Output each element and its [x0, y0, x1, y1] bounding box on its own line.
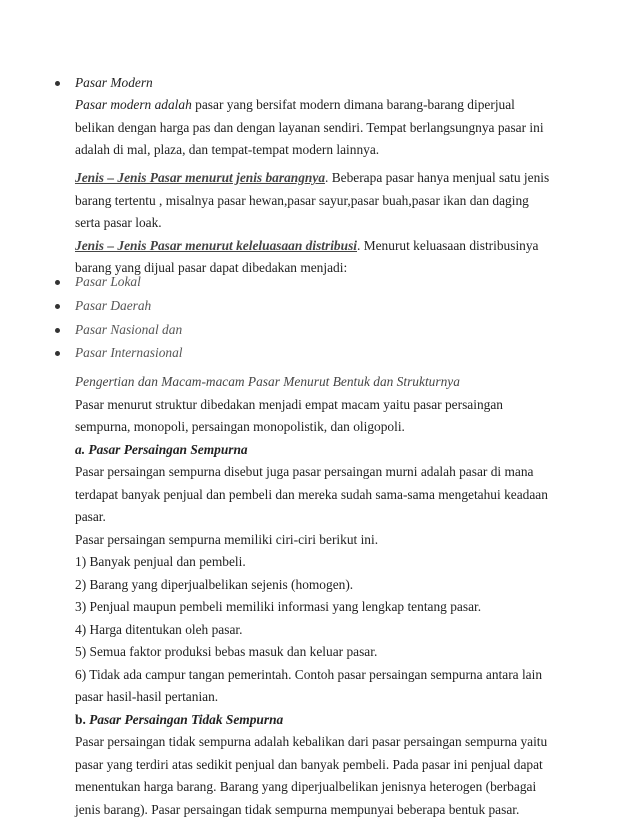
- text-line: pasar hasil-hasil pertanian.: [75, 689, 219, 704]
- jenis-barang-heading: Jenis – Jenis Pasar menurut jenis barangnya: [75, 170, 326, 185]
- list-item-label: Pasar Daerah: [75, 298, 152, 313]
- jenis-barang-paragraph: [75, 167, 595, 280]
- text-line: pasar yang terdiri atas sedikit penjual dan banyak pembeli. Pada pasar ini penjual dapat: [75, 756, 543, 772]
- list-item: 5) Semua faktor produksi bebas masuk dan keluar pasar.: [75, 644, 378, 659]
- bullet-pasar-modern: [75, 72, 153, 95]
- jenis-distribusi-heading: Jenis – Jenis Pasar menurut keleluasaan distribusi: [75, 237, 358, 253]
- sempurna-heading: a. Pasar Persaingan Sempurna: [75, 441, 248, 457]
- bullet-dot: [55, 81, 60, 86]
- list-item-label: Pasar Lokal: [75, 274, 141, 289]
- pasar-modern-title: Pasar Modern: [75, 75, 153, 90]
- list-item: 4) Harga ditentukan oleh pasar.: [75, 621, 243, 637]
- text-line: jenis barang). Pasar persaingan tidak sempurna mempunyai beberapa bentuk pasar.: [75, 801, 520, 817]
- definition-term: Pasar modern adalah: [75, 97, 192, 112]
- text-line: menentukan harga barang. Barang yang diperjualbelikan jenisnya heterogen (berbagai: [75, 779, 537, 794]
- text-line: Pasar persaingan sempurna memiliki ciri-ciri berikut ini.: [75, 531, 379, 547]
- text-line: pasar.: [75, 509, 106, 524]
- section-title: Pengertian dan Macam-macam Pasar Menurut Bentuk dan Strukturnya: [75, 374, 460, 389]
- list-item: 3) Penjual maupun pembeli memiliki informasi yang lengkap tentang pasar.: [75, 599, 482, 614]
- text-line: sempurna, monopoli, persaingan monopolistik, dan oligopoli.: [75, 419, 405, 434]
- list-item: 1) Banyak penjual dan pembeli.: [75, 554, 246, 569]
- text-line: barang yang dijual pasar dapat dibedakan menjadi:: [75, 260, 348, 275]
- bullet-dot: [55, 328, 60, 333]
- text-line: barang tertentu , misalnya pasar hewan,pasar sayur,pasar buah,pasar ikan dan daging: [75, 192, 529, 208]
- list-item: [75, 342, 183, 365]
- text-line: adalah di mal, plaza, dan tempat-tempat modern lainnya.: [75, 142, 380, 157]
- list-item-label: Pasar Nasional dan: [75, 322, 183, 337]
- list-item-label: Pasar Internasional: [75, 345, 183, 360]
- text-line: Pasar menurut struktur dibedakan menjadi empat macam yaitu pasar persaingan: [75, 396, 503, 412]
- text-line: . Beberapa pasar hanya menjual satu jenis: [325, 170, 550, 185]
- pasar-modern-definition: [75, 94, 595, 162]
- list-item: 2) Barang yang diperjualbelikan sejenis (homogen).: [75, 576, 354, 592]
- text-line: Pasar persaingan tidak sempurna adalah kebalikan dari pasar persaingan sempurna yaitu: [75, 734, 548, 749]
- text-line: serta pasar loak.: [75, 215, 162, 230]
- struktur-section: [75, 371, 595, 821]
- bullet-dot: [55, 280, 60, 285]
- text-line: terdapat banyak penjual dan pembeli dan mereka sudah sama-sama mengetahui keadaan: [75, 486, 548, 502]
- bullet-dot: [55, 351, 60, 356]
- list-item: [75, 271, 141, 294]
- text-line: belikan dengan harga pas dan dengan layanan sendiri. Tempat berlangsungnya pasar ini: [75, 119, 544, 135]
- definition-text: pasar yang bersifat modern dimana barang-barang diperjual: [191, 97, 515, 112]
- text-line: . Menurut keluasaan distribusinya: [357, 237, 539, 253]
- bullet-dot: [55, 304, 60, 309]
- list-item: [75, 319, 182, 342]
- tidak-sempurna-heading: Pasar Persaingan Tidak Sempurna: [85, 711, 284, 727]
- text-line: Pasar persaingan sempurna disebut juga pasar persaingan murni adalah pasar di mana: [75, 464, 534, 479]
- section-prefix: b.: [75, 711, 86, 727]
- list-item: 6) Tidak ada campur tangan pemerintah. Contoh pasar persaingan sempurna antara lain: [75, 666, 543, 682]
- list-item: [75, 295, 151, 318]
